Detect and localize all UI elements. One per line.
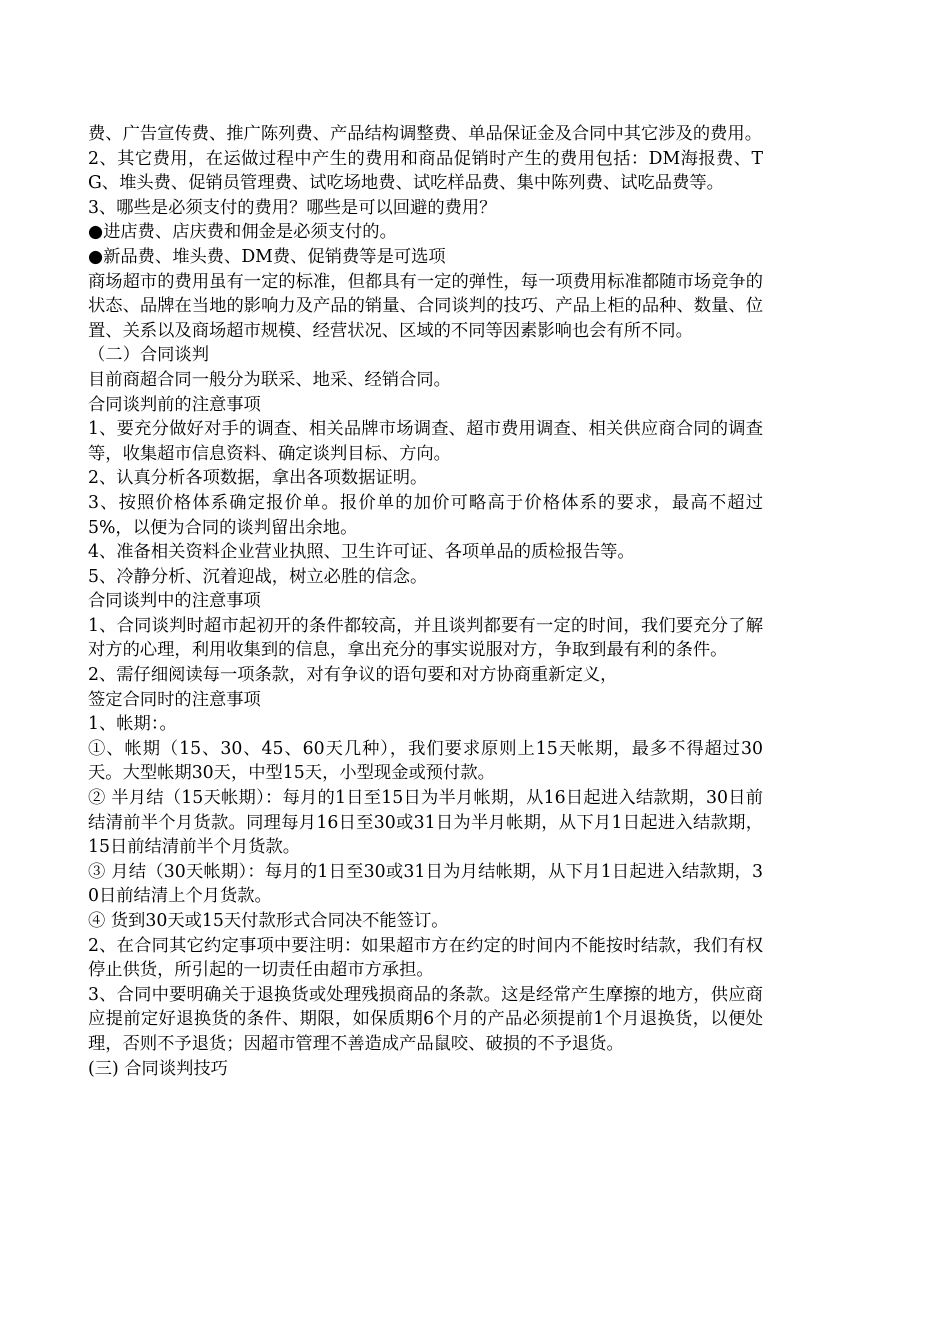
list-item-during-2: 2、需仔细阅读每一项条款，对有争议的语句要和对方协商重新定义，: [88, 665, 618, 686]
list-item-before-2: 2、认真分析各项数据，拿出各项数据证明。: [88, 468, 428, 489]
subheading-before-negotiation: 合同谈判前的注意事项: [88, 394, 261, 415]
list-item-payment-term-4: ④ 货到30天或15天付款形式合同决不能签订。: [88, 911, 449, 931]
list-item-signing-1: 1、帐期：。: [88, 714, 177, 735]
list-item-signing-3: 3、合同中要明确关于退换货或处理残损商品的条款。这是经常产生摩擦的地方，供应商应提前定好退换货的条件、期限，如保质期6个月的产品必须提前1个月退换货，以便处理，否则不予退货；因超市管理不善造成产品鼠咬、破损的不予退货。: [88, 984, 763, 1054]
list-item-payment-term-2: ② 半月结（15天帐期）：每月的1日至15日为半月帐期，从16日起进入结款期，30日前结清前半个月货款。同理每月16日至30或31日为半月帐期，从下月1日起进入结款期，15日前结清前半个月货款。: [88, 788, 763, 858]
bullet-optional-fees: ●新品费、堆头费、DM费、促销费等是可选项: [88, 246, 446, 267]
paragraph-question-fees: 3、哪些是必须支付的费用？哪些是可以回避的费用？: [88, 197, 497, 218]
bullet-required-fees: ●进店费、店庆费和佣金是必须支付的。: [88, 222, 397, 243]
list-item-before-4: 4、准备相关资料企业营业执照、卫生许可证、各项单品的质检报告等。: [88, 542, 635, 563]
section-heading-negotiation-skills: (三) 合同谈判技巧: [88, 1058, 228, 1079]
list-item-payment-term-1: ①、帐期（15、30、45、60天几种），我们要求原则上15天帐期，最多不得超过30天。大型帐期30天，中型15天，小型现金或预付款。: [88, 738, 763, 784]
paragraph-other-fees: 2、其它费用，在运做过程中产生的费用和商品促销时产生的费用包括：DM海报费、TG、堆头费、促销员管理费、试吃场地费、试吃样品费、集中陈列费、试吃品费等。: [88, 148, 763, 194]
section-heading-contract-negotiation: （二）合同谈判: [88, 345, 209, 366]
subheading-during-negotiation: 合同谈判中的注意事项: [88, 591, 261, 612]
paragraph-contract-types: 目前商超合同一般分为联采、地采、经销合同。: [88, 369, 451, 390]
list-item-before-1: 1、要充分做好对手的调查、相关品牌市场调查、超市费用调查、相关供应商合同的调查等，收集超市信息资料、确定谈判目标、方向。: [88, 419, 763, 464]
paragraph-fee-continuation: 费、广告宣传费、推广陈列费、产品结构调整费、单品保证金及合同中其它涉及的费用。: [88, 124, 762, 144]
list-item-before-5: 5、冷静分析、沉着迎战，树立必胜的信念。: [88, 566, 428, 587]
paragraph-fee-elasticity: 商场超市的费用虽有一定的标准，但都具有一定的弹性，每一项费用标准都随市场竞争的状态、品牌在当地的影响力及产品的销量、合同谈判的技巧、产品上柜的品种、数量、位置、关系以及商场超市规模、经营状况、区域的不同等因素影响也会有所不同。: [88, 271, 763, 341]
document-body: [88, 122, 763, 1081]
list-item-before-3: 3、按照价格体系确定报价单。报价单的加价可略高于价格体系的要求，最高不超过5%，以便为合同的谈判留出余地。: [88, 492, 763, 538]
subheading-signing-contract: 签定合同时的注意事项: [88, 689, 261, 710]
list-item-signing-2: 2、在合同其它约定事项中要注明：如果超市方在约定的时间内不能按时结款，我们有权停止供货，所引起的一切责任由超市方承担。: [88, 935, 763, 981]
list-item-payment-term-3: ③ 月结（30天帐期）：每月的1日至30或31日为月结帐期，从下月1日起进入结款期，30日前结清上个月货款。: [88, 861, 763, 907]
list-item-during-1: 1、合同谈判时超市起初开的条件都较高，并且谈判都要有一定的时间，我们要充分了解对方的心理，利用收集到的信息，拿出充分的事实说服对方，争取到最有利的条件。: [88, 615, 763, 661]
